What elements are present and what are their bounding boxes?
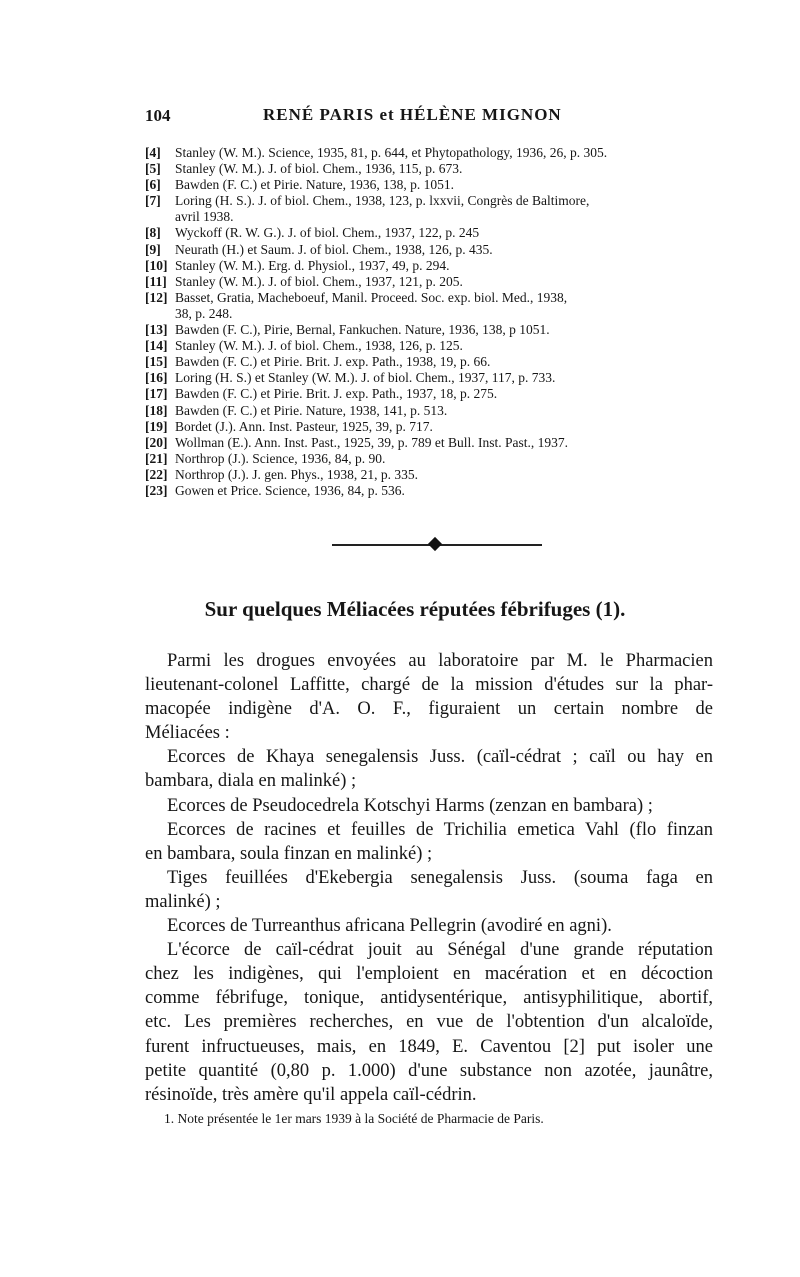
- reference-text: Stanley (W. M.). Erg. d. Physiol., 1937, 49, p. 294.: [175, 257, 450, 273]
- reference-text: Loring (H. S.). J. of biol. Chem., 1938, 123, p. lxxvii, Congrès de Baltimore,: [175, 193, 590, 209]
- reference-text: avril 1938.: [175, 209, 234, 225]
- reference-item: [145, 338, 710, 354]
- running-title: RENÉ PARIS et HÉLÈNE MIGNON: [263, 105, 562, 124]
- reference-text: Bawden (F. C.) et Pirie. Brit. J. exp. Path., 1938, 19, p. 66.: [175, 354, 491, 370]
- reference-number: [11]: [145, 273, 167, 289]
- reference-text: Wyckoff (R. W. G.). J. of biol. Chem., 1937, 122, p. 245: [175, 225, 480, 241]
- reference-text: Wollman (E.). Ann. Inst. Past., 1925, 39, p. 789 et Bull. Inst. Past., 1937.: [175, 434, 569, 450]
- body-line: furent infructueuses, mais, en 1849, E. Caventou [2] put isoler une: [145, 1036, 713, 1057]
- reference-item: [145, 419, 710, 435]
- reference-number: [18]: [145, 402, 168, 418]
- reference-number: [4]: [145, 145, 161, 160]
- reference-number: [22]: [145, 466, 168, 482]
- reference-item: [145, 193, 710, 225]
- reference-item: [145, 290, 710, 322]
- reference-number: [23]: [145, 482, 168, 498]
- reference-number: [6]: [145, 177, 161, 193]
- reference-item: [145, 145, 710, 161]
- diamond-ornament-icon: [428, 537, 442, 551]
- reference-text: Bordet (J.). Ann. Inst. Pasteur, 1925, 39, p. 717.: [175, 418, 433, 434]
- reference-item: [145, 258, 710, 274]
- reference-item: [145, 161, 710, 177]
- reference-number: [5]: [145, 161, 161, 177]
- reference-text: Loring (H. S.) et Stanley (W. M.). J. of biol. Chem., 1937, 117, p. 733.: [175, 370, 556, 386]
- reference-text: Bawden (F. C.) et Pirie. Nature, 1936, 138, p. 1051.: [175, 177, 455, 193]
- body-line: Parmi les drogues envoyées au laboratoire par M. le Pharmacien: [167, 651, 713, 671]
- page-number: 104: [145, 106, 171, 125]
- body-line: comme fébrifuge, tonique, antidysentérique, antisyphilitique, abortif,: [145, 988, 713, 1009]
- reference-item: [145, 483, 710, 499]
- reference-number: [16]: [145, 370, 168, 386]
- reference-number: [20]: [145, 434, 168, 450]
- body-line: chez les indigènes, qui l'emploient en macération et en décoction: [145, 964, 713, 985]
- reference-text: Basset, Gratia, Macheboeuf, Manil. Proceed. Soc. exp. biol. Med., 1938,: [175, 289, 568, 305]
- body-line: Ecorces de Pseudocedrela Kotschyi Harms (zenzan en bambara) ;: [167, 795, 653, 816]
- body-line: etc. Les premières recherches, en vue de l'obtention d'un alcaloïde,: [145, 1012, 713, 1033]
- reference-number: [9]: [145, 241, 161, 257]
- body-line: Ecorces de racines et feuilles de Trichilia emetica Vahl (flo finzan: [167, 819, 713, 840]
- body-line: petite quantité (0,80 p. 1.000) d'une substance non azotée, jaunâtre,: [145, 1060, 713, 1081]
- reference-text: Bawden (F. C.) et Pirie. Brit. J. exp. Path., 1937, 18, p. 275.: [175, 386, 498, 402]
- footnote: 1. Note présentée le 1er mars 1939 à la Société de Pharmacie de Paris.: [164, 1111, 544, 1126]
- reference-number: [10]: [145, 257, 168, 273]
- reference-text: Gowen et Price. Science, 1936, 84, p. 536.: [175, 482, 405, 498]
- reference-item: [145, 370, 710, 386]
- footnote-mark: (1).: [595, 597, 626, 621]
- reference-item: [145, 274, 710, 290]
- reference-text: Bawden (F. C.), Pirie, Bernal, Fankuchen. Nature, 1936, 138, p 1051.: [175, 322, 550, 338]
- reference-number: [19]: [145, 418, 168, 434]
- body-line: en bambara, soula finzan en malinké) ;: [145, 843, 433, 864]
- reference-item: [145, 467, 710, 483]
- reference-text: Neurath (H.) et Saum. J. of biol. Chem., 1938, 126, p. 435.: [175, 241, 493, 257]
- reference-item: [145, 403, 710, 419]
- reference-text: Northrop (J.). Science, 1936, 84, p. 90.: [175, 450, 386, 466]
- reference-item: [145, 322, 710, 338]
- reference-item: [145, 225, 710, 241]
- page-header: [145, 106, 713, 130]
- body-line: Ecorces de Khaya senegalensis Juss. (caïl-cédrat ; caïl ou hay en: [167, 747, 713, 768]
- body-line: L'écorce de caïl-cédrat jouit au Sénégal d'une grande réputation: [167, 940, 713, 961]
- body-line: bambara, diala en malinké) ;: [145, 771, 357, 792]
- reference-number: [14]: [145, 338, 168, 354]
- section-title: [145, 597, 685, 622]
- reference-number: [21]: [145, 450, 168, 466]
- body-line: résinoïde, très amère qu'il appela caïl-cédrin.: [145, 1084, 477, 1105]
- reference-number: [17]: [145, 386, 168, 402]
- section-divider: [332, 537, 542, 553]
- reference-item: [145, 177, 710, 193]
- body-line: Méliacées :: [145, 723, 230, 744]
- body-line: malinké) ;: [145, 891, 221, 912]
- section-title-text: Sur quelques Méliacées réputées fébrifuges: [204, 597, 591, 621]
- reference-item: [145, 435, 710, 451]
- reference-text: Stanley (W. M.). J. of biol. Chem., 1937, 121, p. 205.: [175, 273, 463, 289]
- reference-text: Stanley (W. M.). Science, 1935, 81, p. 644, et Phytopathology, 1936, 26, p. 305.: [175, 145, 608, 160]
- reference-number: [7]: [145, 193, 161, 209]
- reference-text: Northrop (J.). J. gen. Phys., 1938, 21, p. 335.: [175, 466, 418, 482]
- reference-text: Bawden (F. C.) et Pirie. Nature, 1938, 141, p. 513.: [175, 402, 448, 418]
- reference-number: [13]: [145, 322, 168, 338]
- body-line: lieutenant-colonel Laffitte, chargé de la mission d'études sur la phar-: [145, 675, 713, 696]
- reference-item: [145, 451, 710, 467]
- reference-text: Stanley (W. M.). J. of biol. Chem., 1936, 115, p. 673.: [175, 161, 463, 177]
- body-line: Tiges feuillées d'Ekebergia senegalensis Juss. (souma faga en: [167, 867, 713, 888]
- reference-text: 38, p. 248.: [175, 305, 233, 321]
- reference-number: [15]: [145, 354, 168, 370]
- reference-item: [145, 386, 710, 402]
- reference-item: [145, 242, 710, 258]
- body-line: macopée indigène d'A. O. F., figuraient un certain nombre de: [145, 699, 713, 720]
- reference-item: [145, 354, 710, 370]
- reference-text: Stanley (W. M.). J. of biol. Chem., 1938, 126, p. 125.: [175, 338, 463, 354]
- reference-number: [12]: [145, 289, 168, 305]
- reference-number: [8]: [145, 225, 161, 241]
- reference-list: [145, 145, 710, 499]
- body-line: Ecorces de Turreanthus africana Pellegrin (avodiré en agni).: [167, 916, 612, 937]
- body-text: [145, 649, 713, 1107]
